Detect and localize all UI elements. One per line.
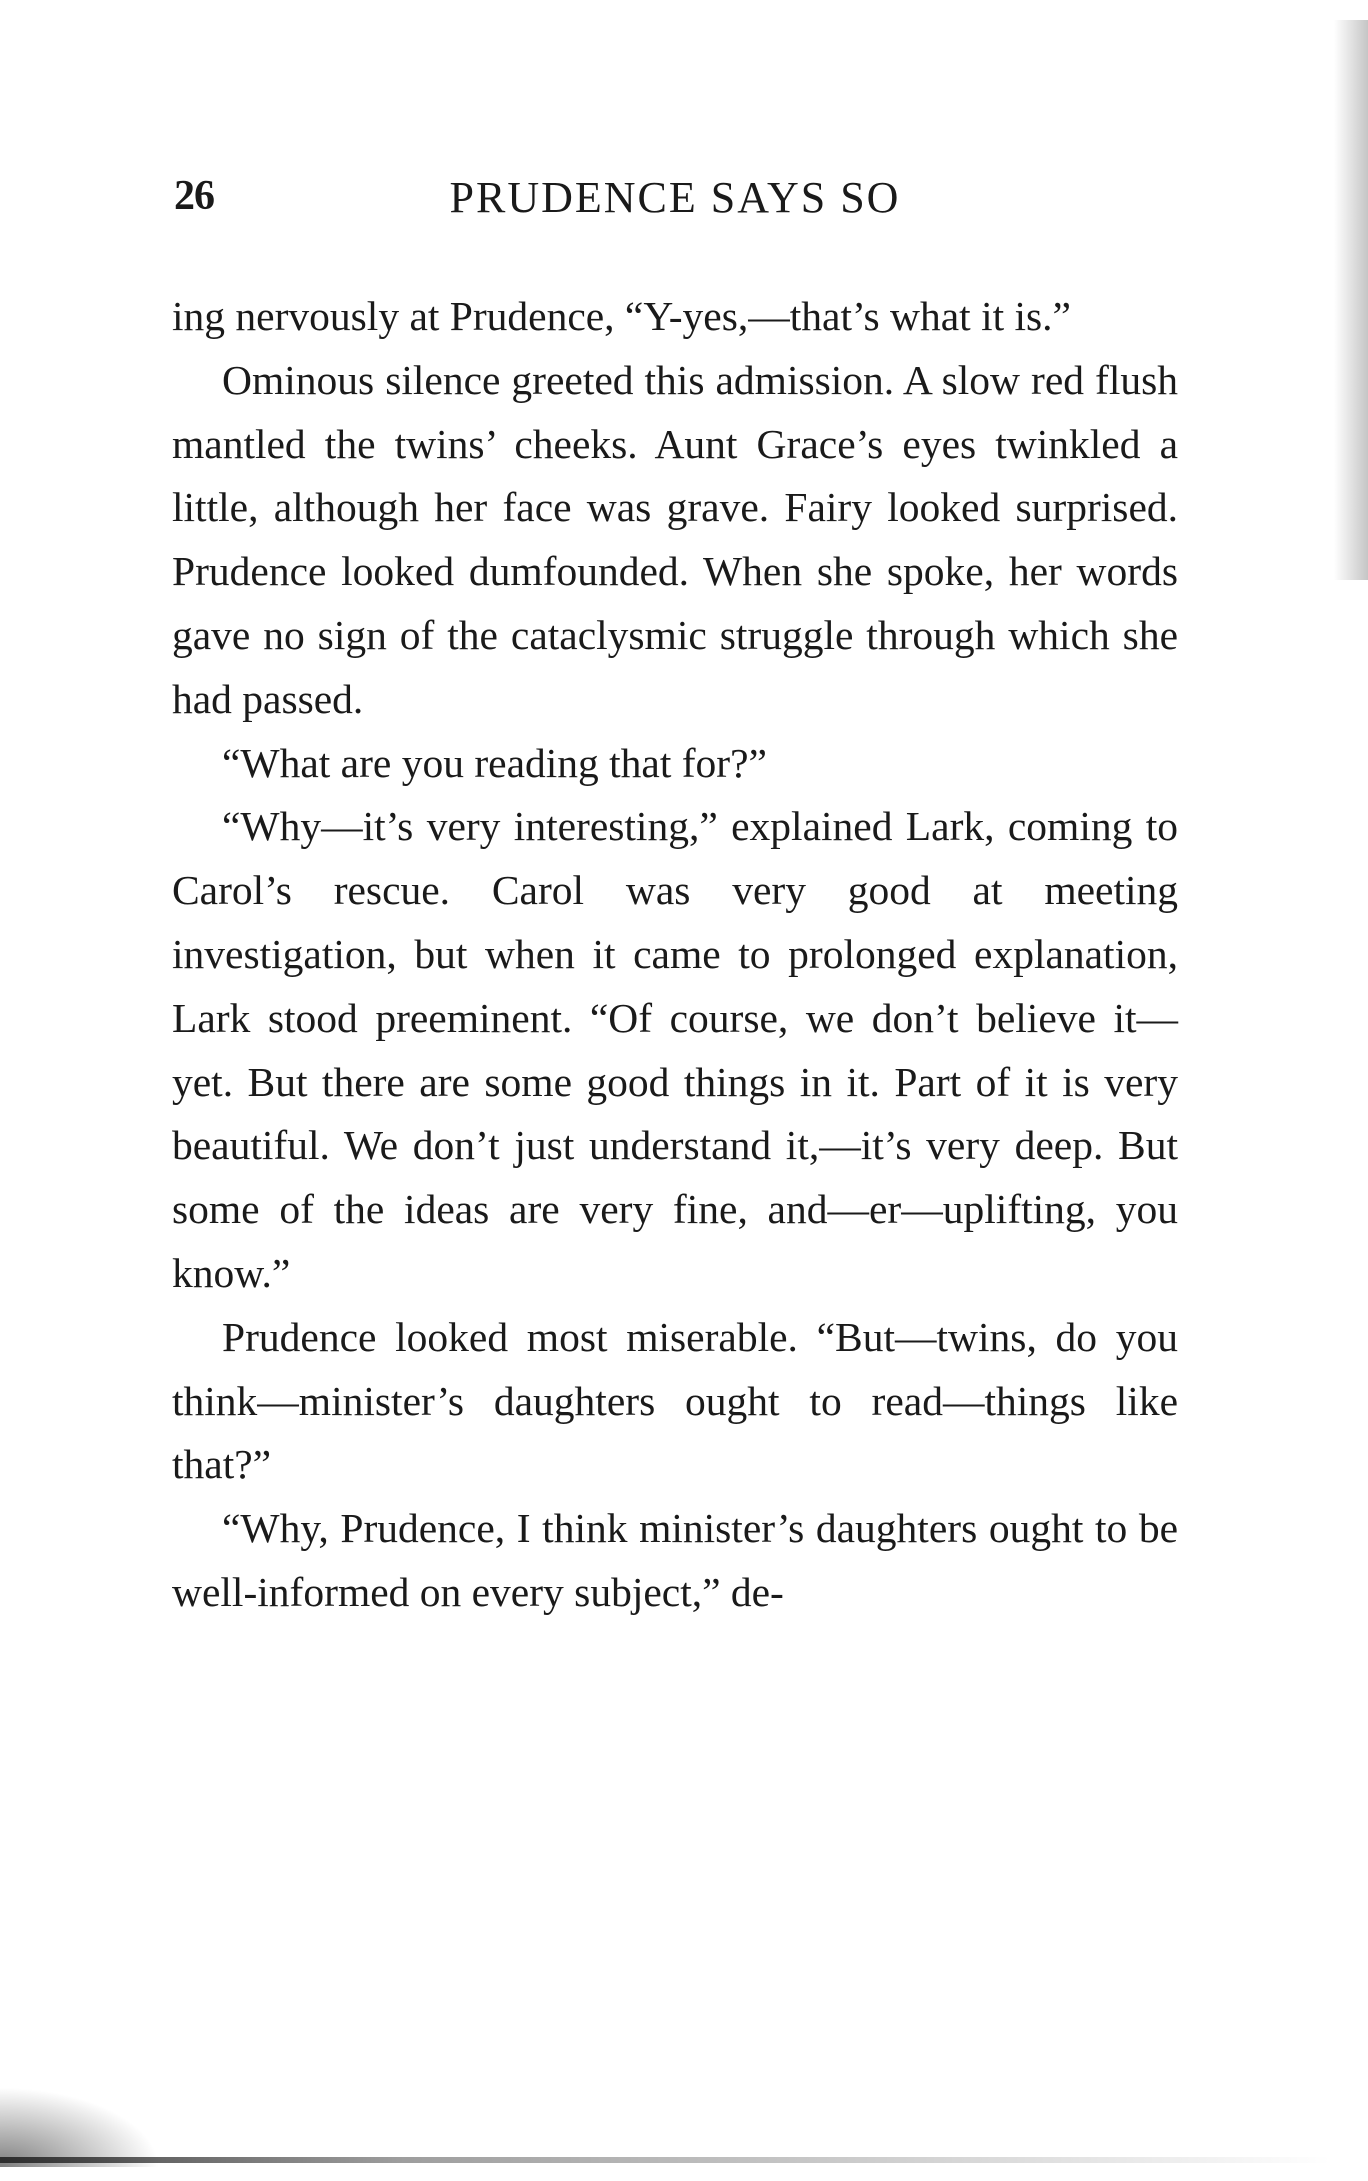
- page-bottom-edge: [0, 2157, 1330, 2163]
- page-header: [174, 172, 1176, 232]
- page-edge-shadow: [1334, 20, 1368, 580]
- page-corner-shadow: [0, 2087, 160, 2167]
- paragraph: “Why—it’s very interesting,” explained Lark, coming to Carol’s rescue. Carol was very good at meeting investigation, but when it came to prolonged explanation, Lark stood preeminent. “Of course, we don’t believe it—yet. But there are some good things in it. Part of it is very beautiful. We don’t just understand it,—it’s very deep. But some of the ideas are very fine, and—er—uplifting, you know.”: [172, 803, 1178, 1296]
- paragraph: “What are you reading that for?”: [222, 739, 767, 786]
- paragraph: ing nervously at Prudence, “Y-yes,—that’s what it is.”: [172, 293, 1071, 339]
- paragraph: “Why, Prudence, I think minister’s daughters ought to be well-informed on every subject,” de-: [172, 1505, 1178, 1615]
- paragraph: Prudence looked most miserable. “But—twins, do you think—minister’s daughters ought to read—things like that?”: [172, 1313, 1178, 1488]
- paragraph: Ominous silence greeted this admission. A slow red flush mantled the twins’ cheeks. Aunt Grace’s eyes twinkled a little, although her face was grave. Fairy looked surprised. Prudence looked dumfounded. When she spoke, her words gave no sign of the cataclysmic struggle through which she had passed.: [172, 356, 1178, 722]
- body-text: [172, 285, 1178, 1625]
- page-number: 26: [174, 173, 214, 219]
- running-head: PRUDENCE SAYS SO: [449, 173, 901, 222]
